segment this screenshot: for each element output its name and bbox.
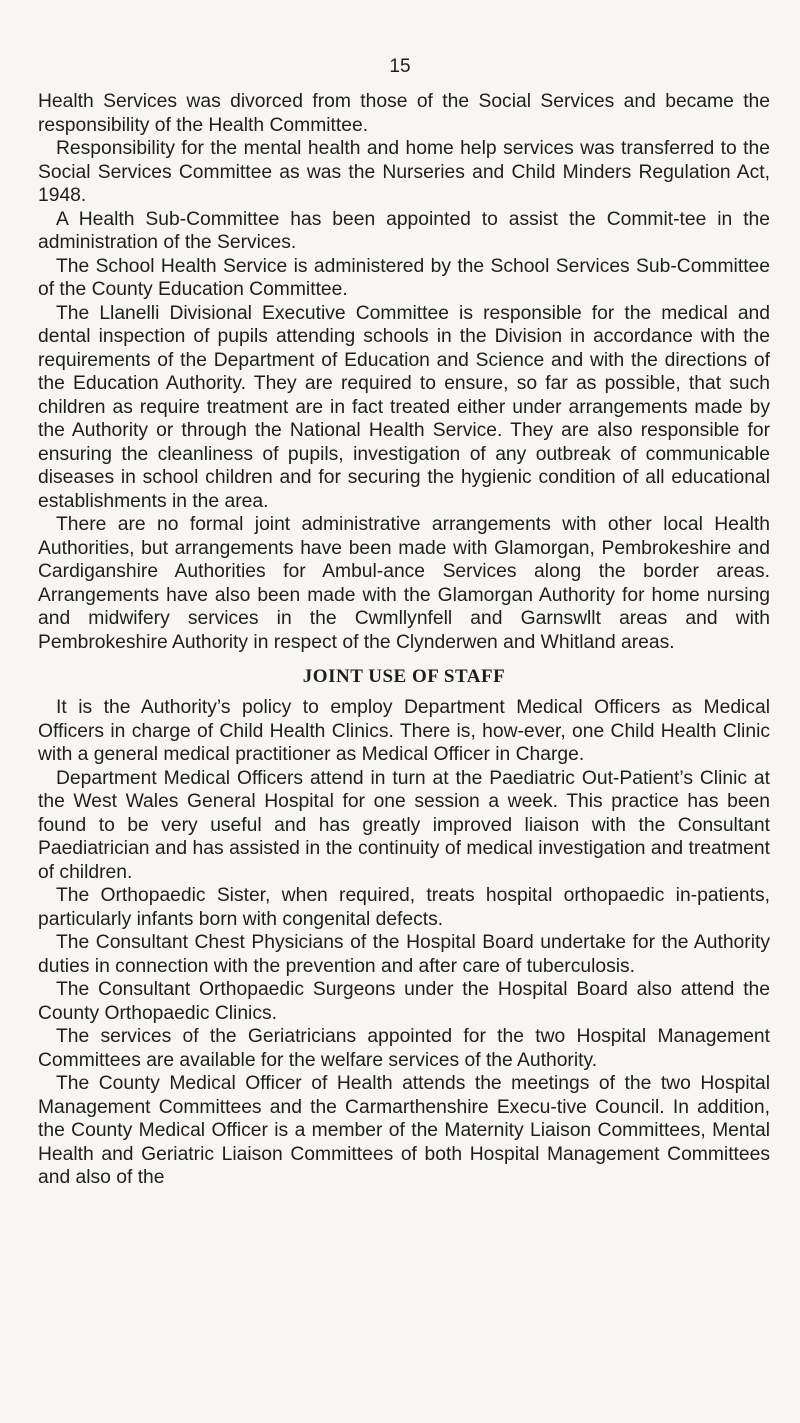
paragraph: The Consultant Orthopaedic Surgeons under the Hospital Board also attend the County Orthopaedic Clinics. [38, 979, 770, 1024]
paragraph: The Consultant Chest Physicians of the Hospital Board undertake for the Authority duties in connection with the prevention and after care of tuberculosis. [38, 932, 770, 977]
paragraph: Responsibility for the mental health and home help services was transferred to the Social Services Committee as was the Nurseries and Child Minders Regulation Act, 1948. [38, 138, 770, 206]
page-body [38, 90, 770, 1190]
paragraph: There are no formal joint administrative arrangements with other local Health Authorities, but arrangements have been made with Glamorgan, Pembrokeshire and Cardiganshire Authorities for Ambul-ance Services along the border areas. Arrangements have also been made with the Glamorgan Authority for home nursing and midwifery services in the Cwmllynfell and Garnswllt areas and with Pembrokeshire Authority in respect of the Clynderwen and Whitland areas. [38, 514, 770, 653]
paragraph: The Orthopaedic Sister, when required, treats hospital orthopaedic in-patients, particularly infants born with congenital defects. [38, 885, 770, 930]
paragraph: Health Services was divorced from those of the Social Services and became the responsibility of the Health Committee. [38, 91, 770, 136]
paragraph: The School Health Service is administered by the School Services Sub-Committee of the County Education Committee. [38, 255, 770, 300]
page-number: 15 [389, 56, 411, 77]
section-heading: JOINT USE OF STAFF [302, 666, 506, 687]
paragraph: Department Medical Officers attend in turn at the Paediatric Out-Patient’s Clinic at the West Wales General Hospital for one session a week. This practice has been found to be very useful and has greatly improved liaison with the Consultant Paediatrician and has assisted in the continuity of medical investigation and treatment of children. [38, 767, 770, 883]
paragraph: The County Medical Officer of Health attends the meetings of the two Hospital Management Committees and the Carmarthenshire Execu-tive Council. In addition, the County Medical Officer is a member of the Maternity Liaison Committees, Mental Health and Geriatric Liaison Committees of both Hospital Management Committees and also of the [38, 1073, 770, 1188]
paragraph: It is the Authority’s policy to employ Department Medical Officers as Medical Officers in charge of Child Health Clinics. There is, how-ever, one Child Health Clinic with a general medical practitioner as Medical Officer in Charge. [38, 697, 770, 765]
paragraph: The Llanelli Divisional Executive Committee is responsible for the medical and dental inspection of pupils attending schools in the Division in accordance with the requirements of the Department of Education and Science and with the directions of the Education Authority. They are required to ensure, so far as possible, that such children as require treatment are in fact treated either under arrangements made by the Authority or through the National Health Service. They are also responsible for ensuring the cleanliness of pupils, investigation of any outbreak of communicable diseases in school children and for securing the hygienic condition of all educational establishments in the area. [38, 302, 770, 512]
paragraph: The services of the Geriatricians appointed for the two Hospital Management Committees are available for the welfare services of the Authority. [38, 1026, 770, 1071]
paragraph: A Health Sub-Committee has been appointed to assist the Commit-tee in the administration of the Services. [38, 208, 770, 253]
